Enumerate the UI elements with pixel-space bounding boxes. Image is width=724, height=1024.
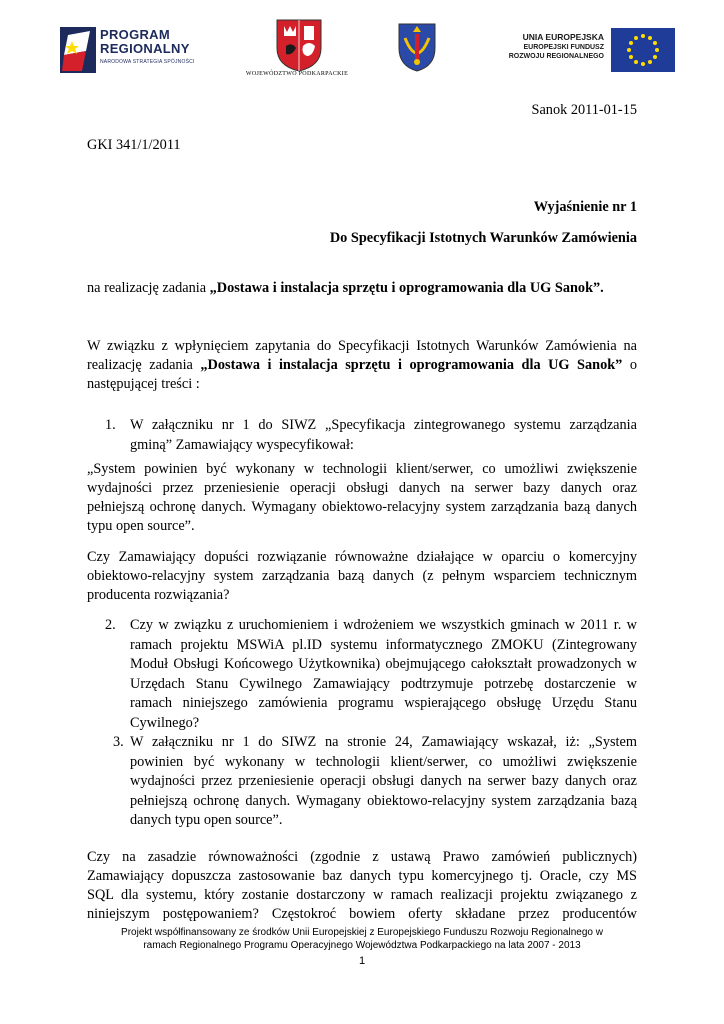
program-regionalny-logo: [60, 27, 210, 77]
question-2-line6: Cywilnego?: [130, 714, 200, 731]
place-date: Sanok 2011-01-15: [531, 102, 637, 118]
q3-question-line4: niniejszym postępowaniem? Częstokroć bowiem oferty składane przez producentów: [87, 906, 637, 922]
task-line: [87, 279, 637, 299]
quote1-line4: typu open source”.: [87, 518, 195, 534]
question-1-line2: gminą” Zamawiający wyspecyfikował:: [130, 436, 354, 453]
question-3-line5: danych typu open source”.: [130, 812, 283, 828]
region-caption: WOJEWÓDZTWO PODKARPACKIE: [245, 71, 349, 77]
program-logo-line2: REGIONALNY: [100, 41, 190, 56]
task-prefix: na realizację zadania: [87, 280, 210, 296]
intro-line1: W związku z wpłynięciem zapytania do Specyfikacji Istotnych Warunków Zamówienia na: [87, 338, 637, 354]
footer-line1: Projekt współfinansowany ze środków Unii Europejskiej z Europejskiego Funduszu Rozwoju Regionalnego w: [121, 927, 603, 938]
intro-line2: [87, 356, 637, 376]
quote1-line3: pełniejszą ochronę danych. Wymagany obiektowo-relacyjny system zarządzania bazą danych: [87, 499, 637, 515]
eu-line3: ROZWOJU REGIONALNEGO: [508, 53, 604, 60]
eu-fund-text: [480, 32, 604, 61]
question-3-number: 3.: [113, 734, 124, 750]
intro-line2-suffix: o: [622, 357, 637, 373]
program-logo-line1: PROGRAM: [100, 27, 170, 42]
question-1-line1: W załączniku nr 1 do SIWZ „Specyfikacja zintegrowanego systemu zarządzania: [130, 417, 637, 433]
program-logo-line3: NARODOWA STRATEGIA SPÓJNOŚCI: [100, 59, 195, 65]
question-3-line1: W załączniku nr 1 do SIWZ na stronie 24, Zamawiający wskazał, iż: „System: [130, 734, 637, 750]
question-2-line1: Czy w związku z uruchomieniem i wdrożeniem we wszystkich gminach w 2011 r. w: [130, 617, 637, 633]
question-2-line3: Moduł Obsługi Końcowego Użytkownika) obejmującego całokształt prowadzonych w: [130, 656, 637, 672]
question-2-line2: ramach projektu MSWiA pl.ID systemu informatycznego ZMOKU (Zintegrowany: [130, 636, 637, 653]
question-2-line4: Urzędach Stanu Cywilnego Zamawiający podtrzymuje potrzebę dostarczenie w: [130, 675, 637, 692]
page-number: 1: [358, 955, 366, 967]
intro-line2-prefix: realizację zadania: [87, 357, 201, 373]
eu-flag-icon: [611, 28, 675, 72]
q1-question-line3: producenta rozwiązania?: [87, 587, 230, 603]
document-subtitle: Do Specyfikacji Istotnych Warunków Zamówienia: [329, 230, 637, 246]
question-2-number: 2.: [105, 617, 116, 633]
question-3-line2: powinien być wykonany w technologii klient/serwer, co umożliwi zwiększenie: [130, 753, 637, 770]
q1-question-line1: Czy Zamawiający dopuści rozwiązanie równoważne działające w oparciu o komercyjny: [87, 549, 637, 565]
intro-line3: następującej treści :: [87, 376, 200, 392]
question-2-line5: ramach niniejszego zamówienia programu wspierającego obsługę Urzędu Stanu: [130, 695, 637, 711]
footer-line2: ramach Regionalnego Programu Operacyjnego Województwa Podkarpackiego na lata 2007 - 2013: [143, 940, 581, 951]
q3-question-line1: Czy na zasadzie równoważności (zgodnie z ustawą Prawo zamówień publicznych): [87, 849, 637, 865]
podkarpackie-coat-of-arms-icon: [274, 18, 324, 72]
sanok-coat-of-arms-icon: [397, 22, 437, 72]
q3-question-line3: SQL dla systemu, który zostanie dostarczony w ramach realizacji projektu związanego z: [87, 887, 637, 903]
document-title: Wyjaśnienie nr 1: [533, 199, 637, 215]
quote1-line1: „System powinien być wykonany w technologii klient/serwer, co umożliwi zwiększenie: [87, 461, 637, 477]
question-3-line3: wydajności przez przeniesienie operacji obsługi danych na serwer bazy danych oraz: [130, 773, 637, 789]
reference-number: GKI 341/1/2011: [87, 137, 181, 153]
eu-line1: UNIA EUROPEJSKA: [522, 32, 604, 42]
quote1-line2: wydajności przez przeniesienie operacji obsługi danych na serwer bazy danych oraz: [87, 480, 637, 496]
question-1-number: 1.: [105, 417, 116, 433]
intro-line2-bold: „Dostawa i instalacja sprzętu i oprogramowania dla UG Sanok”: [200, 357, 623, 373]
q1-question-line2: obiektowo-relacyjny system zarządzania bazą danych (z pełnym wsparciem technicznym: [87, 568, 637, 584]
eu-line2: EUROPEJSKI FUNDUSZ: [523, 44, 604, 51]
task-name: „Dostawa i instalacja sprzętu i oprogramowania dla UG Sanok”.: [209, 280, 604, 296]
program-regionalny-flag-icon: [60, 27, 96, 73]
q3-question-line2: Zamawiający dopuszcza zastosowanie baz danych typu komercyjnego tj. Oracle, czy MS: [87, 868, 637, 884]
question-3-line4: pełniejszą ochronę danych. Wymagany obiektowo-relacyjny system zarządzania bazą: [130, 792, 637, 809]
